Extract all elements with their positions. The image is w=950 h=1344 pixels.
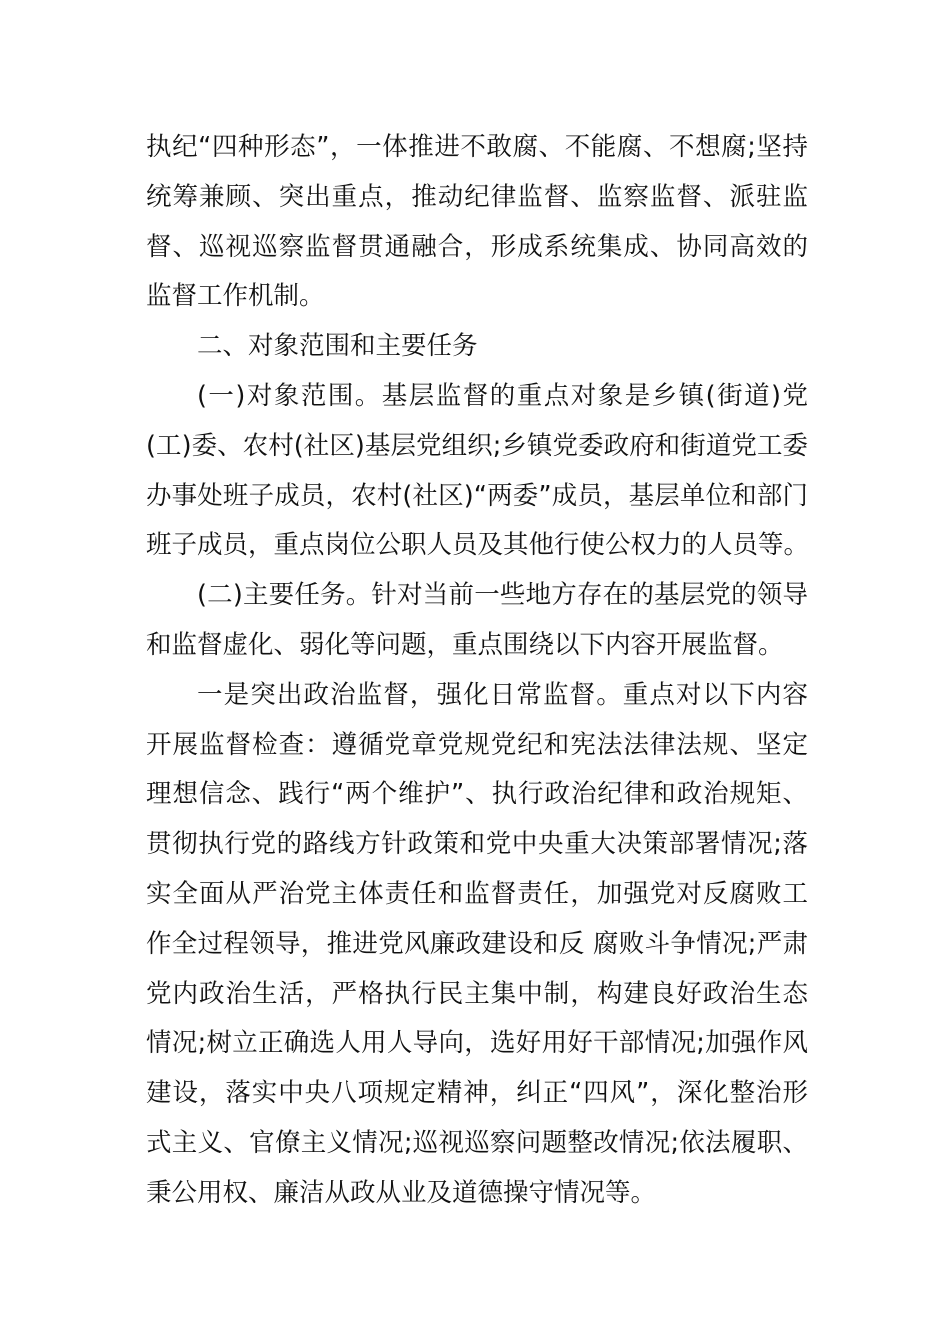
text-line: 督、巡视巡察监督贯通融合，形成系统集成、协同高效的 — [146, 231, 808, 262]
document-body — [146, 123, 808, 1219]
text-line: (工)委、农村(社区)基层党组织;乡镇党委政府和街道党工委 — [146, 430, 808, 461]
section-heading: 二、对象范围和主要任务 — [197, 331, 478, 362]
text-line: 建设，落实中央八项规定精神，纠正“四风”，深化整治形 — [146, 1078, 808, 1109]
text-line: 和监督虚化、弱化等问题，重点围绕以下内容开展监督。 — [146, 629, 784, 660]
text-line: 统筹兼顾、突出重点，推动纪律监督、监察监督、派驻监 — [146, 181, 808, 212]
text-line: 作全过程领导，推进党风廉政建设和反 腐败斗争情况;严肃 — [146, 928, 808, 959]
text-line: 理想信念、践行“两个维护”、执行政治纪律和政治规矩、 — [146, 779, 808, 810]
text-line: 班子成员，重点岗位公职人员及其他行使公权力的人员等。 — [146, 530, 810, 561]
text-line: 执纪“四种形态”，一体推进不敢腐、不能腐、不想腐;坚持 — [146, 132, 808, 162]
text-line: 实全面从严治党主体责任和监督责任，加强党对反腐败工 — [146, 878, 808, 909]
text-line: (一)对象范围。基层监督的重点对象是乡镇(街道)党 — [197, 380, 808, 411]
text-line: 监督工作机制。 — [146, 281, 325, 312]
text-line: 一是突出政治监督，强化日常监督。重点对以下内容 — [197, 679, 808, 710]
text-line: 式主义、官僚主义情况;巡视巡察问题整改情况;依法履职、 — [146, 1127, 808, 1158]
text-line: (二)主要任务。针对当前一些地方存在的基层党的领导 — [197, 580, 808, 611]
text-line: 办事处班子成员，农村(社区)“两委”成员，基层单位和部门 — [146, 480, 808, 511]
text-line: 开展监督检查：遵循党章党规党纪和宪法法律法规、坚定 — [146, 729, 808, 760]
text-line: 秉公用权、廉洁从政从业及道德操守情况等。 — [146, 1177, 657, 1208]
text-line: 情况;树立正确选人用人导向，选好用好干部情况;加强作风 — [146, 1028, 808, 1059]
text-line: 党内政治生活，严格执行民主集中制，构建良好政治生态 — [146, 978, 808, 1009]
text-line: 贯彻执行党的路线方针政策和党中央重大决策部署情况;落 — [146, 829, 808, 860]
